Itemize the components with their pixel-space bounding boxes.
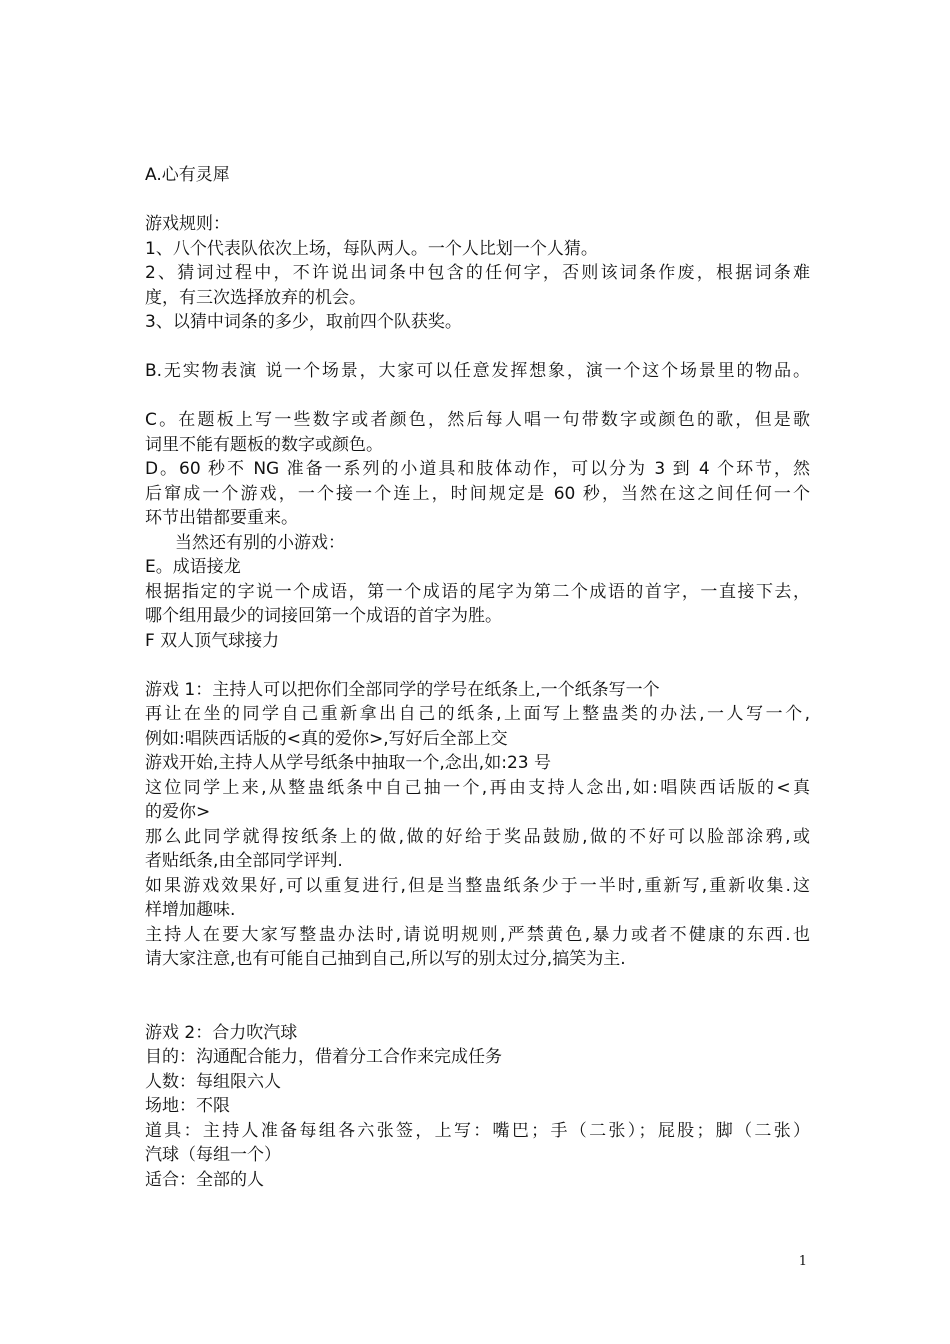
other-games-intro: 当然还有别的小游戏： [175, 532, 345, 553]
game-1-line-10: 样增加趣味. [145, 900, 236, 920]
section-a-title: A.心有灵犀 [145, 165, 230, 185]
section-b-text: B.无实物表演 说一个场景，大家可以任意发挥想象，演一个这个场景里的物品。 [145, 361, 810, 381]
section-d-line-1: D。60 秒不 NG 准备一系列的小道具和肢体动作，可以分为 3 到 4 个环节，然 [145, 459, 810, 479]
game-1-line-4: 游戏开始,主持人从学号纸条中抽取一个,念出,如:23 号 [145, 753, 551, 773]
section-e-title: E。成语接龙 [145, 557, 241, 577]
game-1-line-6: 的爱你> [145, 802, 211, 822]
game-1-line-12: 请大家注意,也有可能自己抽到自己,所以写的别太过分,搞笑为主. [145, 949, 626, 969]
document-body [145, 163, 810, 1192]
section-d-line-3: 环节出错都要重来。 [145, 508, 298, 528]
blank-line [145, 384, 810, 409]
game-1-line-8: 者贴纸条,由全部同学评判. [145, 851, 343, 871]
game-2-props-line-1: 道具：主持人准备每组各六张签，上写：嘴巴；手（二张）；屁股；脚（二张） [145, 1120, 810, 1141]
section-c-line-1: C。在题板上写一些数字或者颜色，然后每人唱一句带数字或颜色的歌，但是歌 [145, 410, 810, 430]
blank-line [145, 996, 810, 1021]
blank-line [145, 335, 810, 360]
game-2-title: 游戏 2：合力吹汽球 [145, 1022, 298, 1043]
rule-1: 1、八个代表队依次上场，每队两人。一个人比划一个人猜。 [145, 238, 598, 259]
blank-line [145, 188, 810, 213]
rule-2-line-2: 度，有三次选择放弃的机会。 [145, 287, 366, 308]
game-1-line-9: 如果游戏效果好,可以重复进行,但是当整蛊纸条少于一半时,重新写,重新收集.这 [145, 875, 810, 896]
game-2-suitable: 适合：全部的人 [145, 1169, 264, 1190]
rules-heading: 游戏规则： [145, 214, 230, 234]
game-1-line-1: 游戏 1：主持人可以把你们全部同学的学号在纸条上,一个纸条写一个 [145, 679, 660, 700]
game-1-line-2: 再让在坐的同学自己重新拿出自己的纸条,上面写上整蛊类的办法,一人写一个, [145, 704, 810, 724]
game-2-props-line-2: 汽球（每组一个） [145, 1145, 281, 1165]
section-e-line-1: 根据指定的字说一个成语，第一个成语的尾字为第二个成语的首字，一直接下去， [145, 581, 810, 602]
game-2-venue: 场地：不限 [145, 1096, 230, 1116]
game-2-people: 人数：每组限六人 [145, 1071, 281, 1092]
section-c-line-2: 词里不能有题板的数字或颜色。 [145, 434, 383, 455]
section-d-line-2: 后窜成一个游戏，一个接一个连上，时间规定是 60 秒，当然在这之间任何一个 [145, 483, 810, 504]
game-2-purpose: 目的：沟通配合能力，借着分工合作来完成任务 [145, 1047, 502, 1067]
rule-2-line-1: 2、猜词过程中，不许说出词条中包含的任何字，否则该词条作废，根据词条难 [145, 263, 810, 283]
game-1-line-5: 这位同学上来,从整蛊纸条中自己抽一个,再由支持人念出,如:唱陕西话版的<真 [145, 777, 810, 798]
page-number: 1 [798, 1254, 807, 1269]
section-e-line-2: 哪个组用最少的词接回第一个成语的首字为胜。 [145, 606, 502, 626]
game-1-line-11: 主持人在要大家写整蛊办法时,请说明规则,严禁黄色,暴力或者不健康的东西.也 [145, 924, 810, 945]
game-1-line-7: 那么此同学就得按纸条上的做,做的好给于奖品鼓励,做的不好可以脸部涂鸦,或 [145, 826, 810, 847]
blank-line [145, 653, 810, 678]
blank-line [145, 972, 810, 997]
game-1-line-3: 例如:唱陕西话版的<真的爱你>,写好后全部上交 [145, 728, 508, 749]
rule-3: 3、以猜中词条的多少，取前四个队获奖。 [145, 312, 462, 332]
section-f-title: F 双人顶气球接力 [145, 630, 280, 651]
